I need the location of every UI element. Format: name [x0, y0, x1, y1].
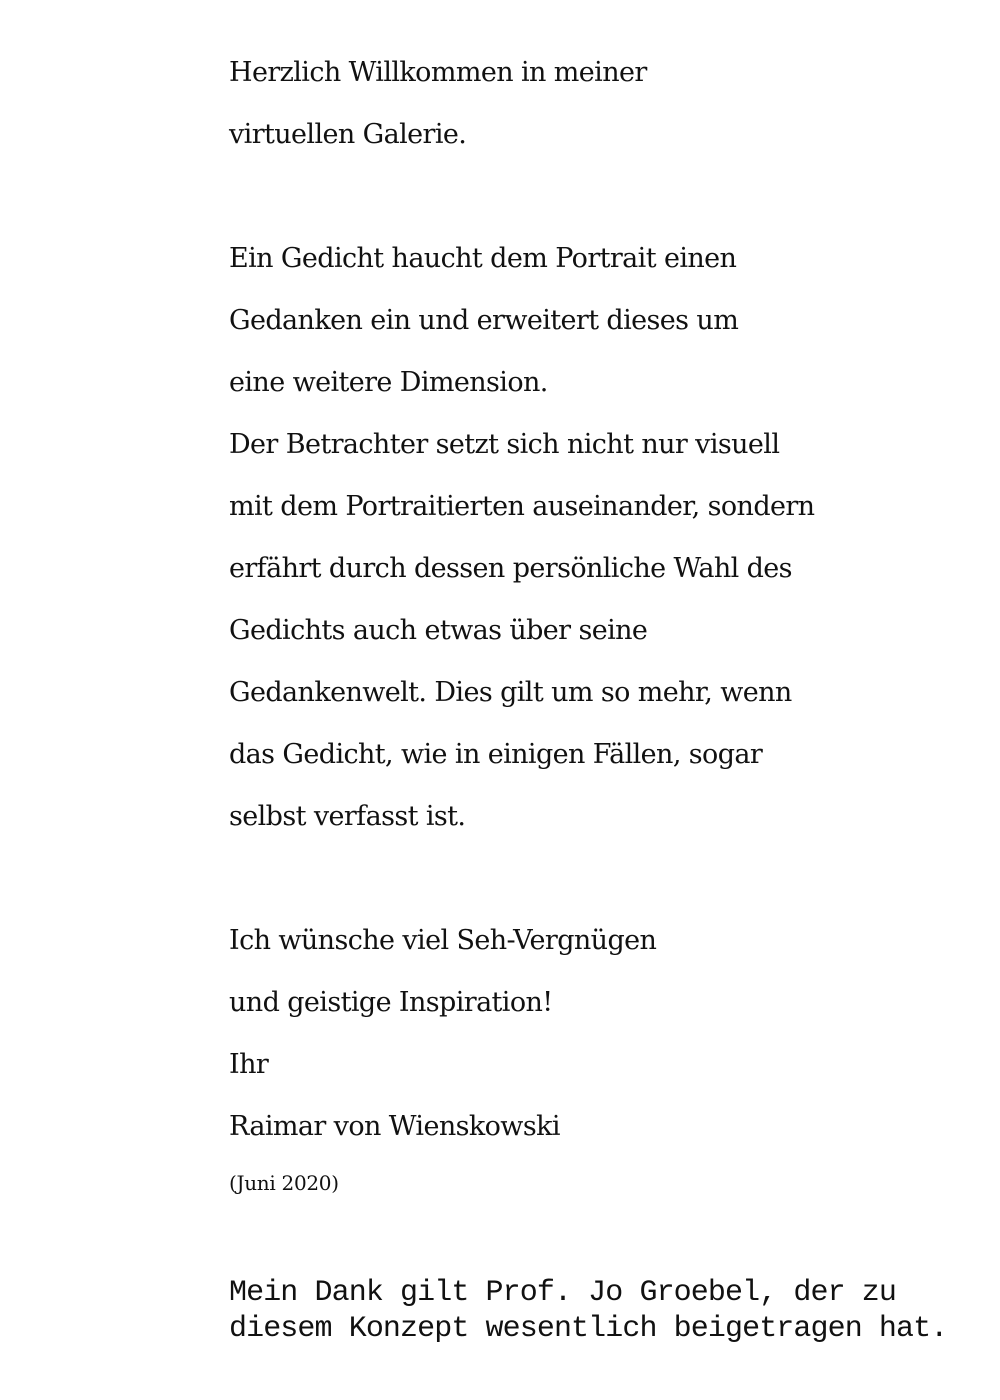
greeting-line-1: Herzlich Willkommen in meiner: [229, 57, 647, 88]
thanks-line-2: diesem Konzept wesentlich beigetragen hat.: [229, 1312, 948, 1346]
intro-line-7: Gedichts auch etwas über seine: [229, 615, 648, 646]
intro-line-2: Gedanken ein und erweitert dieses um: [229, 305, 739, 336]
intro-line-4: Der Betrachter setzt sich nicht nur visuell: [229, 429, 780, 460]
intro-line-1: Ein Gedicht haucht dem Portrait einen: [229, 243, 737, 274]
date-note: (Juni 2020): [229, 1171, 339, 1195]
greeting-line-2: virtuellen Galerie.: [229, 119, 467, 150]
intro-line-5: mit dem Portraitierten auseinander, sondern: [229, 491, 815, 522]
intro-line-10: selbst verfasst ist.: [229, 801, 466, 832]
intro-line-9: das Gedicht, wie in einigen Fällen, sogar: [229, 739, 763, 770]
closing-wish-line-2: und geistige Inspiration!: [229, 987, 553, 1018]
intro-line-6: erfährt durch dessen persönliche Wahl des: [229, 553, 792, 584]
closing-salutation: Ihr: [229, 1049, 269, 1080]
thanks-line-1: Mein Dank gilt Prof. Jo Groebel, der zu: [229, 1276, 897, 1310]
intro-line-3: eine weitere Dimension.: [229, 367, 548, 398]
closing-wish-line-1: Ich wünsche viel Seh-Vergnügen: [229, 925, 657, 956]
author-name: Raimar von Wienskowski: [229, 1111, 560, 1142]
intro-line-8: Gedankenwelt. Dies gilt um so mehr, wenn: [229, 677, 792, 708]
